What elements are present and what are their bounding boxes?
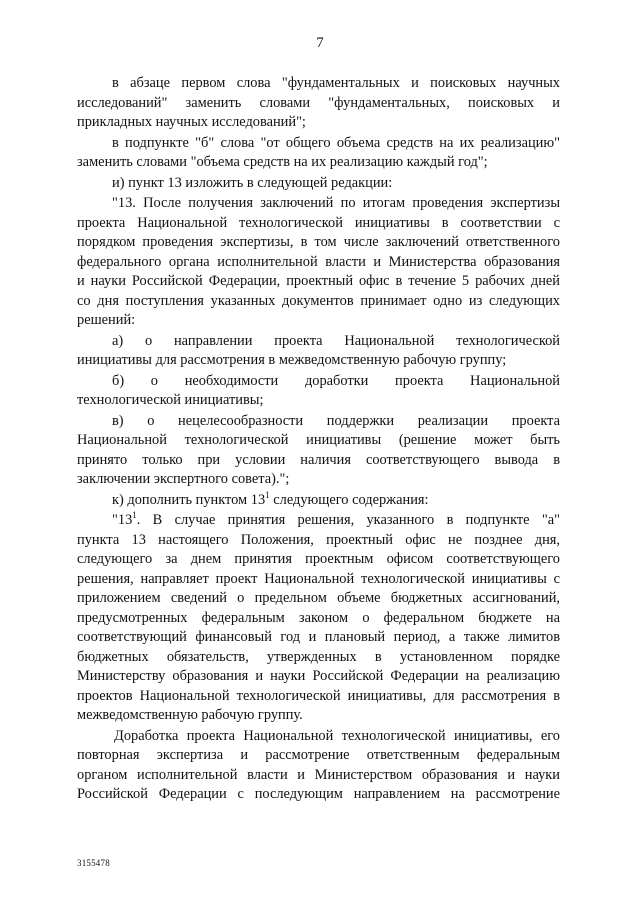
- text-fragment: "13: [112, 512, 133, 528]
- text-line: а) о направлении проекта Национальной технологической: [112, 332, 560, 349]
- text-line: соответствующий финансовый год и плановый период, а также лимитов: [77, 629, 560, 645]
- text-line: Министерству образования и науки Российской Федерации на реализацию: [77, 668, 560, 684]
- paragraph-point-13: [77, 194, 560, 331]
- text-line: в подпункте "б" слова "от общего объема средств на их реализацию": [112, 134, 560, 151]
- text-line: исследований" заменить словами "фундаментальных, поисковых и: [77, 94, 560, 111]
- paragraph-item-i: [77, 174, 560, 194]
- text-line: порядком проведения экспертизы, в том числе заключений ответственного: [77, 234, 560, 250]
- text-line: межведомственную рабочую группу.: [77, 707, 303, 723]
- text-line: решений:: [77, 312, 136, 328]
- text-line: и) пункт 13 изложить в следующей редакции:: [112, 174, 393, 191]
- document-code: 3155478: [77, 858, 110, 868]
- text-line: Российской Федерации с последующим направлением на рассмотрение: [77, 786, 560, 802]
- text-line: б) о необходимости доработки проекта Национальной: [112, 372, 560, 389]
- paragraph-option-v: [77, 412, 560, 490]
- page-number: 7: [316, 35, 324, 51]
- text-line: заменить словами "объема средств на их реализацию каждый год";: [77, 154, 488, 170]
- text-line: в абзаце первом слова "фундаментальных и поисковых научных: [112, 75, 560, 91]
- text-line: предусмотренных федеральным законом о федеральном бюджете на: [77, 609, 560, 626]
- text-line: инициативы для рассмотрения в межведомственную рабочую группу;: [77, 352, 507, 368]
- paragraph-podpunkt-b: [77, 134, 560, 173]
- text-line: заключении экспертного совета).";: [77, 471, 290, 487]
- text-line: органом исполнительной власти и Министерством образования и науки: [77, 766, 560, 783]
- text-line: "13. После получения заключений по итогам проведения экспертизы: [112, 195, 560, 211]
- text-line: со дня поступления указанных документов принимает одно из следующих: [77, 292, 560, 309]
- text-line: принято только при условии наличия соответствующего вывода в: [77, 451, 560, 468]
- text-line: следующего за днем принятия проектным офисом соответствующего: [77, 551, 560, 567]
- text-line: проекта Национальной технологической инициативы в соответствии с: [77, 214, 560, 231]
- text-line: решения, направляет проект Национальной технологической инициативы с: [77, 570, 560, 587]
- text-line: федерального органа исполнительной власти и Министерства образования: [77, 253, 560, 270]
- text-fragment: . В случае принятия решения, указанного в подпункте "а": [136, 512, 560, 528]
- paragraph-option-b: [77, 372, 560, 411]
- paragraph-point-13-1: [77, 511, 560, 726]
- text-line: приложением сведений о предельном объеме бюджетных ассигнований,: [77, 590, 560, 606]
- text-line: проектов Национальной технологической инициативы, для рассмотрения в: [77, 687, 560, 704]
- text-line: Доработка проекта Национальной технологической инициативы, его: [114, 727, 560, 744]
- text-line: и науки Российской Федерации, проектный офис в течение 5 рабочих дней: [77, 273, 560, 289]
- paragraph-item-k: [77, 491, 560, 511]
- text-line: технологической инициативы;: [77, 392, 264, 408]
- text-fragment: к) дополнить пунктом 13: [112, 491, 266, 508]
- superscript: 1: [265, 489, 270, 500]
- text-line: прикладных научных исследований";: [77, 114, 306, 130]
- paragraph-abzac: [77, 74, 560, 133]
- text-line: пункта 13 настоящего Положения, проектный офис не позднее дня,: [77, 531, 560, 548]
- superscript: 1: [132, 510, 137, 521]
- text-line: бюджетных обязательств, утвержденных в установленном порядке: [77, 648, 560, 665]
- text-line: в) о нецелесообразности поддержки реализации проекта: [112, 412, 560, 429]
- text-fragment: следующего содержания:: [269, 491, 429, 508]
- paragraph-dorabotka: [77, 727, 560, 805]
- text-line: [77, 491, 560, 511]
- document-body: [77, 74, 560, 805]
- text-line: [77, 511, 560, 531]
- paragraph-option-a: [77, 332, 560, 371]
- text-line: повторная экспертиза и рассмотрение ответственным федеральным: [77, 747, 560, 763]
- text-line: Национальной технологической инициативы (решение может быть: [77, 432, 560, 448]
